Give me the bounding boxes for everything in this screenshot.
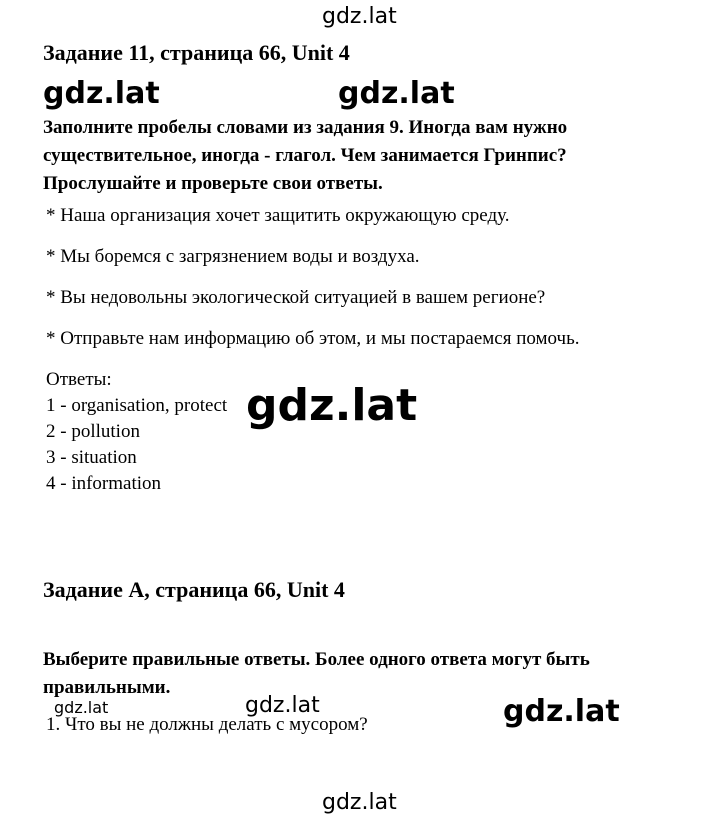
watermark-left: gdz.lat xyxy=(43,76,160,111)
taskA-instruction xyxy=(43,646,663,702)
task11-instruction-line: Заполните пробелы словами из задания 9. Иногда вам нужно xyxy=(43,117,568,138)
task11-item: * Мы боремся с загрязнением воды и воздуха. xyxy=(46,246,420,267)
task11-item: * Отправьте нам информацию об этом, и мы постараемся помочь. xyxy=(46,328,580,349)
watermark-top: gdz.lat xyxy=(322,4,397,29)
taskA-instruction-line: Выберите правильные ответы. Более одного ответа могут быть xyxy=(43,649,590,670)
watermark-mid-bottom: gdz.lat xyxy=(245,693,320,718)
watermark-bottom: gdz.lat xyxy=(322,790,397,815)
taskA-instruction-line: правильными. xyxy=(43,677,171,698)
watermark-small-left: gdz.lat xyxy=(54,698,109,717)
answer-item: 3 - situation xyxy=(46,447,137,468)
task11-instruction-line: Прослушайте и проверьте свои ответы. xyxy=(43,173,383,194)
watermark-right: gdz.lat xyxy=(503,694,620,729)
task11-heading: Задание 11, страница 66, Unit 4 xyxy=(43,40,350,65)
answer-item: 1 - organisation, protect xyxy=(46,395,228,416)
watermark-center: gdz.lat xyxy=(338,76,455,111)
answer-item: 4 - information xyxy=(46,473,162,494)
task11-item: * Вы недовольны экологической ситуацией в вашем регионе? xyxy=(46,287,546,308)
taskA-question: 1. Что вы не должны делать с мусором? xyxy=(46,714,368,735)
taskA-heading: Задание A, страница 66, Unit 4 xyxy=(43,577,345,602)
task11-instruction-line: существительное, иногда - глагол. Чем занимается Гринпис? xyxy=(43,145,567,166)
answers-block xyxy=(46,367,227,497)
watermark-large: gdz.lat xyxy=(246,380,418,431)
answer-item: 2 - pollution xyxy=(46,421,140,442)
task11-instruction xyxy=(43,114,663,198)
answers-label: Ответы: xyxy=(46,369,112,390)
task11-item: * Наша организация хочет защитить окружающую среду. xyxy=(46,205,510,226)
